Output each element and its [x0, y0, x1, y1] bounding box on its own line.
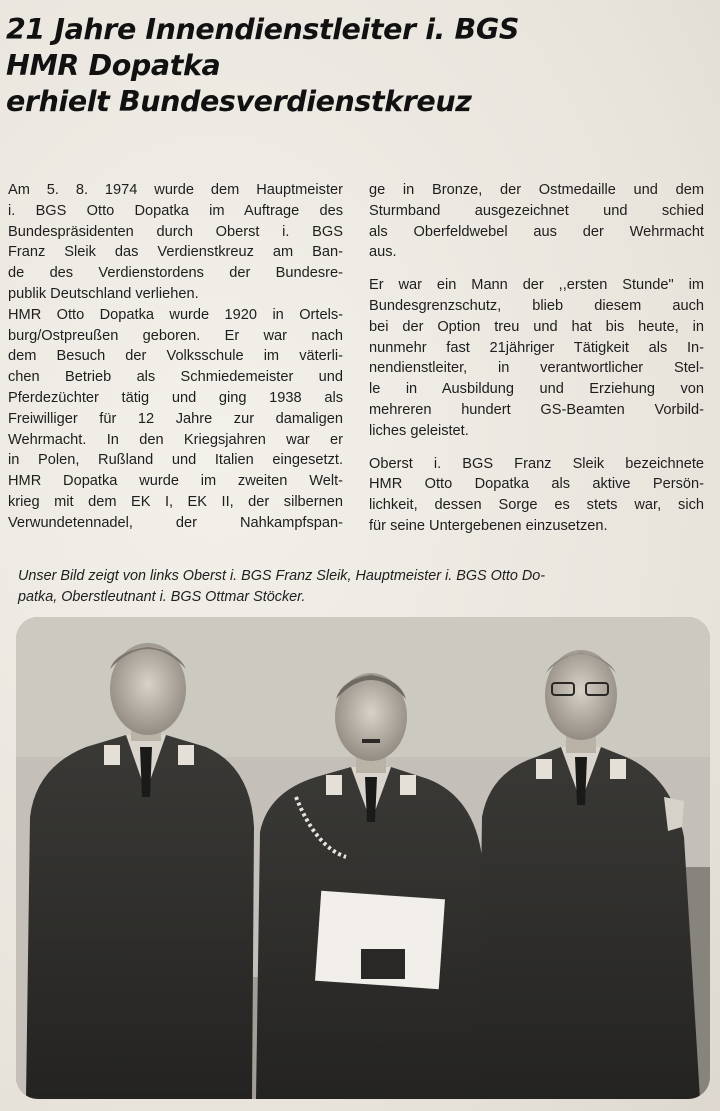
article-headline [6, 12, 686, 120]
text-line: Verwundetennadel, der Nahkampfspan- [8, 514, 343, 531]
text-line: Bundesgrenzschutz, blieb diesem auch [369, 297, 704, 314]
text-line: HMR Otto Dopatka als aktive Persön- [369, 476, 704, 493]
text-line: bei der Option treu und hat bis heute, in [369, 318, 704, 335]
text-line: Am 5. 8. 1974 wurde dem Hauptmeister [8, 182, 343, 198]
text-line: Franz Sleik das Verdienstkreuz am Ban- [8, 244, 343, 261]
text-line: nendienstleiter, in verantwortlicher Stel- [369, 360, 704, 377]
headline-line: erhielt Bundesverdienstkreuz [6, 85, 472, 118]
text-line: Oberst i. BGS Franz Sleik bezeichnete [369, 455, 704, 472]
text-line: aus. [369, 244, 397, 261]
text-line: ge in Bronze, der Ostmedaille und dem [369, 182, 704, 198]
text-line: Wehrmacht. In den Kriegsjahren war er [8, 431, 343, 448]
article-column-left [8, 180, 343, 534]
text-line: lichkeit, dessen Sorge es stets war, sich [369, 497, 704, 514]
headline-line: 21 Jahre Innendienstleiter i. BGS [6, 13, 519, 46]
text-line: Er war ein Mann der ,,ersten Stunde" im [369, 277, 704, 294]
text-line: nunmehr fast 21jähriger Tätigkeit als In- [369, 339, 704, 356]
group-photo [16, 617, 710, 1099]
three-officers-illustration [16, 617, 710, 1099]
text-line: publik Deutschland verliehen. [8, 285, 199, 302]
text-line: HMR Dopatka wurde im zweiten Welt- [8, 473, 343, 490]
text-line: dem Besuch der Volksschule im väterli- [8, 348, 343, 365]
text-line: burg/Ostpreußen geboren. Er war nach [8, 327, 343, 344]
caption-line: patka, Oberstleutnant i. BGS Ottmar Stöcker. [18, 589, 306, 605]
text-line: le in Ausbildung und Erziehung von [369, 381, 704, 398]
text-line: Bundespräsidenten durch Oberst i. BGS [8, 223, 343, 240]
text-line: chen Betrieb als Schmiedemeister und [8, 369, 343, 386]
text-line: i. BGS Otto Dopatka im Auftrage des [8, 202, 343, 219]
text-line: krieg mit dem EK I, EK II, der silbernen [8, 493, 343, 510]
text-line: de des Verdienstordens der Bundesre- [8, 265, 343, 282]
text-line: Pferdezüchter tätig und ging 1938 als [8, 389, 343, 406]
text-line: für seine Untergebenen einzusetzen. [369, 517, 608, 534]
text-line: mehreren hundert GS-Beamten Vorbild- [369, 401, 704, 418]
text-line: liches geleistet. [369, 422, 469, 439]
text-line: in Polen, Rußland und Italien eingesetzt. [8, 452, 343, 469]
headline-line: HMR Dopatka [6, 49, 221, 82]
text-line: Sturmband ausgezeichnet und schied [369, 202, 704, 219]
article-column-right [369, 180, 704, 537]
text-line: Freiwilliger für 12 Jahre zur damaligen [8, 410, 343, 427]
photo-caption [18, 566, 708, 608]
text-line: HMR Otto Dopatka wurde 1920 in Ortels- [8, 306, 343, 323]
caption-line: Unser Bild zeigt von links Oberst i. BGS Franz Sleik, Hauptmeister i. BGS Otto Do- [18, 568, 546, 584]
text-line: als Oberfeldwebel aus der Wehrmacht [369, 223, 704, 240]
